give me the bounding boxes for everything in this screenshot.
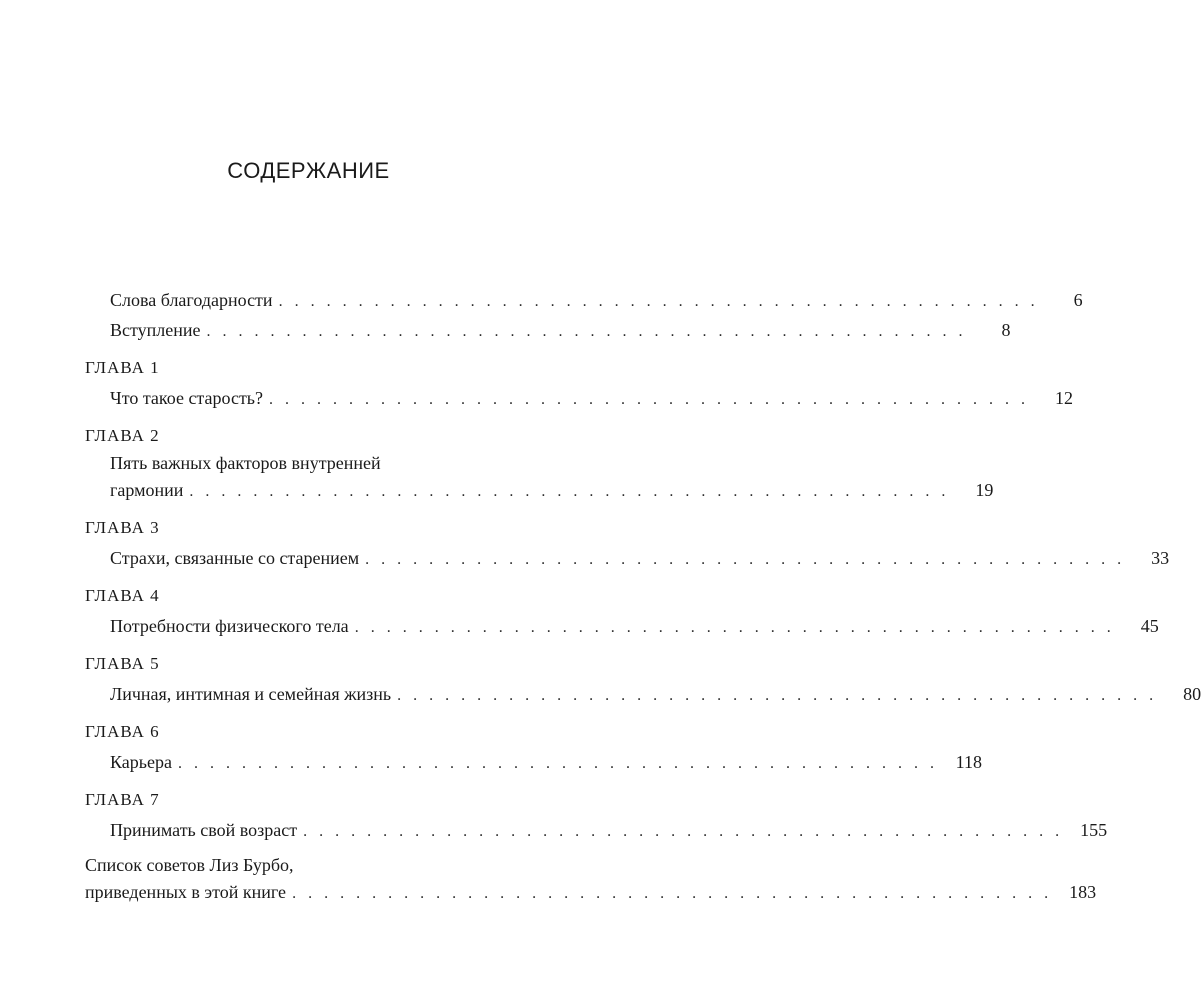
toc-entry-title-line-row bbox=[0, 451, 617, 475]
toc-page-number: 80 bbox=[1183, 684, 1201, 704]
toc-entry-title-line-row bbox=[0, 853, 617, 877]
toc-entry-row bbox=[0, 543, 1170, 573]
toc-entry-title: Личная, интимная и семейная жизнь bbox=[110, 684, 392, 704]
toc-entry-row bbox=[0, 285, 1083, 315]
toc-leader-dots: . . . . . . . . . . . . . . . . . . . . . . . . . . . . . . . . . . . . . . . . . . . . . . . . bbox=[365, 551, 1126, 568]
toc-entry-title-line: Список советов Лиз Бурбо, bbox=[85, 855, 294, 875]
chapter-label: ГЛАВА 2 bbox=[85, 426, 160, 445]
toc-leader-dots: . . . . . . . . . . . . . . . . . . . . . . . . . . . . . . . . . . . . . . . . . . . . . . . . bbox=[278, 293, 1039, 310]
chapter-label: ГЛАВА 1 bbox=[85, 358, 160, 377]
toc-entry-title: Страхи, связанные со старением bbox=[110, 548, 360, 568]
toc-entry[interactable] bbox=[110, 679, 1201, 711]
chapter-label: ГЛАВА 3 bbox=[85, 518, 160, 537]
toc-entry-row bbox=[0, 679, 1201, 709]
toc-entry[interactable] bbox=[110, 543, 1170, 575]
toc-entry-title: Вступление bbox=[110, 320, 201, 340]
table-of-contents bbox=[0, 285, 1201, 907]
chapter-label-row bbox=[0, 717, 617, 747]
toc-entry-title: приведенных в этой книге bbox=[85, 882, 287, 902]
toc-entry[interactable] bbox=[110, 285, 1083, 317]
toc-page-number: 118 bbox=[955, 752, 982, 772]
chapter-label-row bbox=[0, 785, 617, 815]
chapter-label-row bbox=[0, 421, 617, 451]
toc-page-number: 8 bbox=[1001, 320, 1011, 340]
chapter-label: ГЛАВА 4 bbox=[85, 586, 160, 605]
toc-leader-dots: . . . . . . . . . . . . . . . . . . . . . . . . . . . . . . . . . . . . . . . . . . . . . . . . bbox=[189, 483, 950, 500]
toc-entry-row bbox=[0, 611, 1159, 641]
toc-entry[interactable] bbox=[110, 383, 1074, 415]
toc-entry-row bbox=[0, 747, 982, 777]
toc-entry[interactable] bbox=[110, 611, 1159, 643]
chapter-label-row bbox=[0, 513, 617, 543]
toc-page-number: 12 bbox=[1055, 388, 1074, 408]
toc-leader-dots: . . . . . . . . . . . . . . . . . . . . . . . . . . . . . . . . . . . . . . . . . . . . . . . . bbox=[303, 823, 1064, 840]
toc-leader-dots: . . . . . . . . . . . . . . . . . . . . . . . . . . . . . . . . . . . . . . . . . . . . . . . . bbox=[269, 391, 1030, 408]
toc-entry-title-line: Пять важных факторов внутренней bbox=[110, 453, 381, 473]
toc-leader-dots: . . . . . . . . . . . . . . . . . . . . . . . . . . . . . . . . . . . . . . . . . . . . . . . . bbox=[292, 885, 1053, 902]
toc-entry-row bbox=[0, 383, 1074, 413]
toc-entry-row bbox=[0, 315, 1011, 345]
toc-entry[interactable] bbox=[110, 815, 1108, 847]
toc-entry-title: Слова благодарности bbox=[110, 290, 273, 310]
chapter-label-row bbox=[0, 649, 617, 679]
chapter-label-row bbox=[0, 581, 617, 611]
toc-page-number: 19 bbox=[975, 480, 994, 500]
chapter-label: ГЛАВА 7 bbox=[85, 790, 160, 809]
chapter-label: ГЛАВА 5 bbox=[85, 654, 160, 673]
toc-entry-title: Принимать свой возраст bbox=[110, 820, 298, 840]
toc-entry-title: Потребности физического тела bbox=[110, 616, 349, 636]
toc-leader-dots: . . . . . . . . . . . . . . . . . . . . . . . . . . . . . . . . . . . . . . . . . . . . . . . . bbox=[177, 755, 938, 772]
toc-entry[interactable] bbox=[85, 877, 1097, 909]
toc-entry[interactable] bbox=[110, 315, 1011, 347]
toc-entry[interactable] bbox=[110, 475, 994, 507]
page-title: СОДЕРЖАНИЕ bbox=[227, 158, 390, 183]
toc-entry-title: Карьера bbox=[110, 752, 172, 772]
toc-page-number: 45 bbox=[1140, 616, 1159, 636]
toc-leader-dots: . . . . . . . . . . . . . . . . . . . . . . . . . . . . . . . . . . . . . . . . . . . . . . . . bbox=[397, 687, 1158, 704]
chapter-label: ГЛАВА 6 bbox=[85, 722, 160, 741]
toc-page-number: 183 bbox=[1069, 882, 1097, 902]
toc-entry[interactable] bbox=[110, 747, 982, 779]
toc-entry-title: гармонии bbox=[110, 480, 184, 500]
toc-entry-title: Что такое старость? bbox=[110, 388, 264, 408]
toc-page-number: 6 bbox=[1073, 290, 1083, 310]
toc-entry-row bbox=[0, 475, 994, 505]
toc-leader-dots: . . . . . . . . . . . . . . . . . . . . . . . . . . . . . . . . . . . . . . . . . . . . . . . . bbox=[354, 619, 1115, 636]
chapter-label-row bbox=[0, 353, 617, 383]
toc-page-number: 33 bbox=[1151, 548, 1170, 568]
toc-leader-dots: . . . . . . . . . . . . . . . . . . . . . . . . . . . . . . . . . . . . . . . . . . . . . . . . bbox=[206, 323, 967, 340]
toc-page-number: 155 bbox=[1080, 820, 1108, 840]
toc-entry-row bbox=[0, 815, 1108, 845]
toc-entry-row bbox=[0, 877, 1097, 907]
